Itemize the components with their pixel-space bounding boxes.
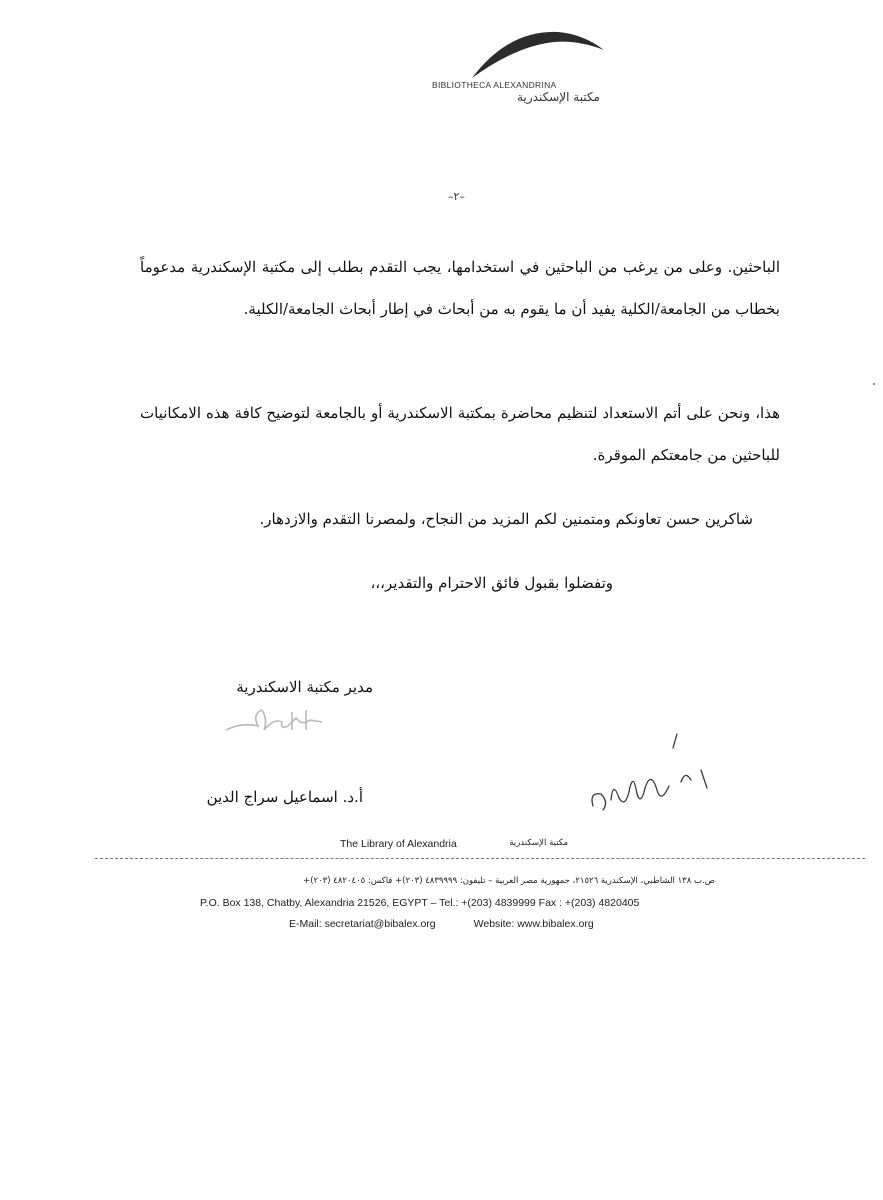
footer-brand-ar: مكتبة الإسكندرية	[509, 838, 568, 848]
arc-logo-icon	[468, 28, 608, 80]
signatory-title: مدير مكتبة الاسكندرية	[236, 678, 373, 696]
footer-divider	[95, 858, 865, 859]
logo-text-en: BIBLIOTHECA ALEXANDRINA	[432, 80, 557, 90]
logo-text-ar: مكتبة الإسكندرية	[517, 90, 600, 104]
closing-line-regards: وتفضلوا بقبول فائق الاحترام والتقدير،،،	[370, 574, 613, 592]
footer-contact	[289, 918, 594, 930]
footer-brand	[340, 838, 580, 854]
page-number: –٢–	[448, 190, 465, 203]
handwritten-signature	[585, 730, 715, 820]
signatory-name: أ.د. اسماعيل سراج الدين	[206, 788, 363, 806]
scan-speck	[873, 383, 875, 385]
footer-address-en: P.O. Box 138, Chatby, Alexandria 21526, EGYPT – Tel.: +(203) 4839999 Fax : +(203) 4820405	[200, 897, 640, 909]
closing-line-thanks: شاكرين حسن تعاونكم ومتمنين لكم المزيد من النجاح، ولمصرنا التقدم والازدهار.	[259, 510, 753, 528]
initials-signature	[222, 700, 332, 740]
body-paragraph-1: الباحثين. وعلى من يرغب من الباحثين في استخدامها، يجب التقدم بطلب إلى مكتبة الإسكندرية مدعوماً بخطاب من الجامعة/الكلية يفيد أن ما يقوم به من أبحاث في إطار أبحاث الجامعة/الكلية.	[140, 258, 780, 318]
footer-email: E-Mail: secretariat@bibalex.org	[289, 918, 436, 930]
bibliotheca-alexandrina-logo	[428, 28, 618, 118]
footer-website: Website: www.bibalex.org	[473, 918, 594, 930]
footer-address-ar: ص.ب ١٣٨ الشاطبي، الإسكندرية ٢١٥٢٦، جمهورية مصر العربية – تليفون: ٤٨٣٩٩٩٩ (٢٠٣)+ فاكس: ٤٨٢٠٤٠٥ (٢٠٣)+	[303, 876, 715, 886]
footer-brand-en: The Library of Alexandria	[340, 838, 457, 850]
body-paragraph-2: هذا، ونحن على أتم الاستعداد لتنظيم محاضرة بمكتبة الاسكندرية أو بالجامعة لتوضيح كافة هذه الامكانيات للباحثين من جامعتكم الموقرة.	[140, 404, 780, 464]
